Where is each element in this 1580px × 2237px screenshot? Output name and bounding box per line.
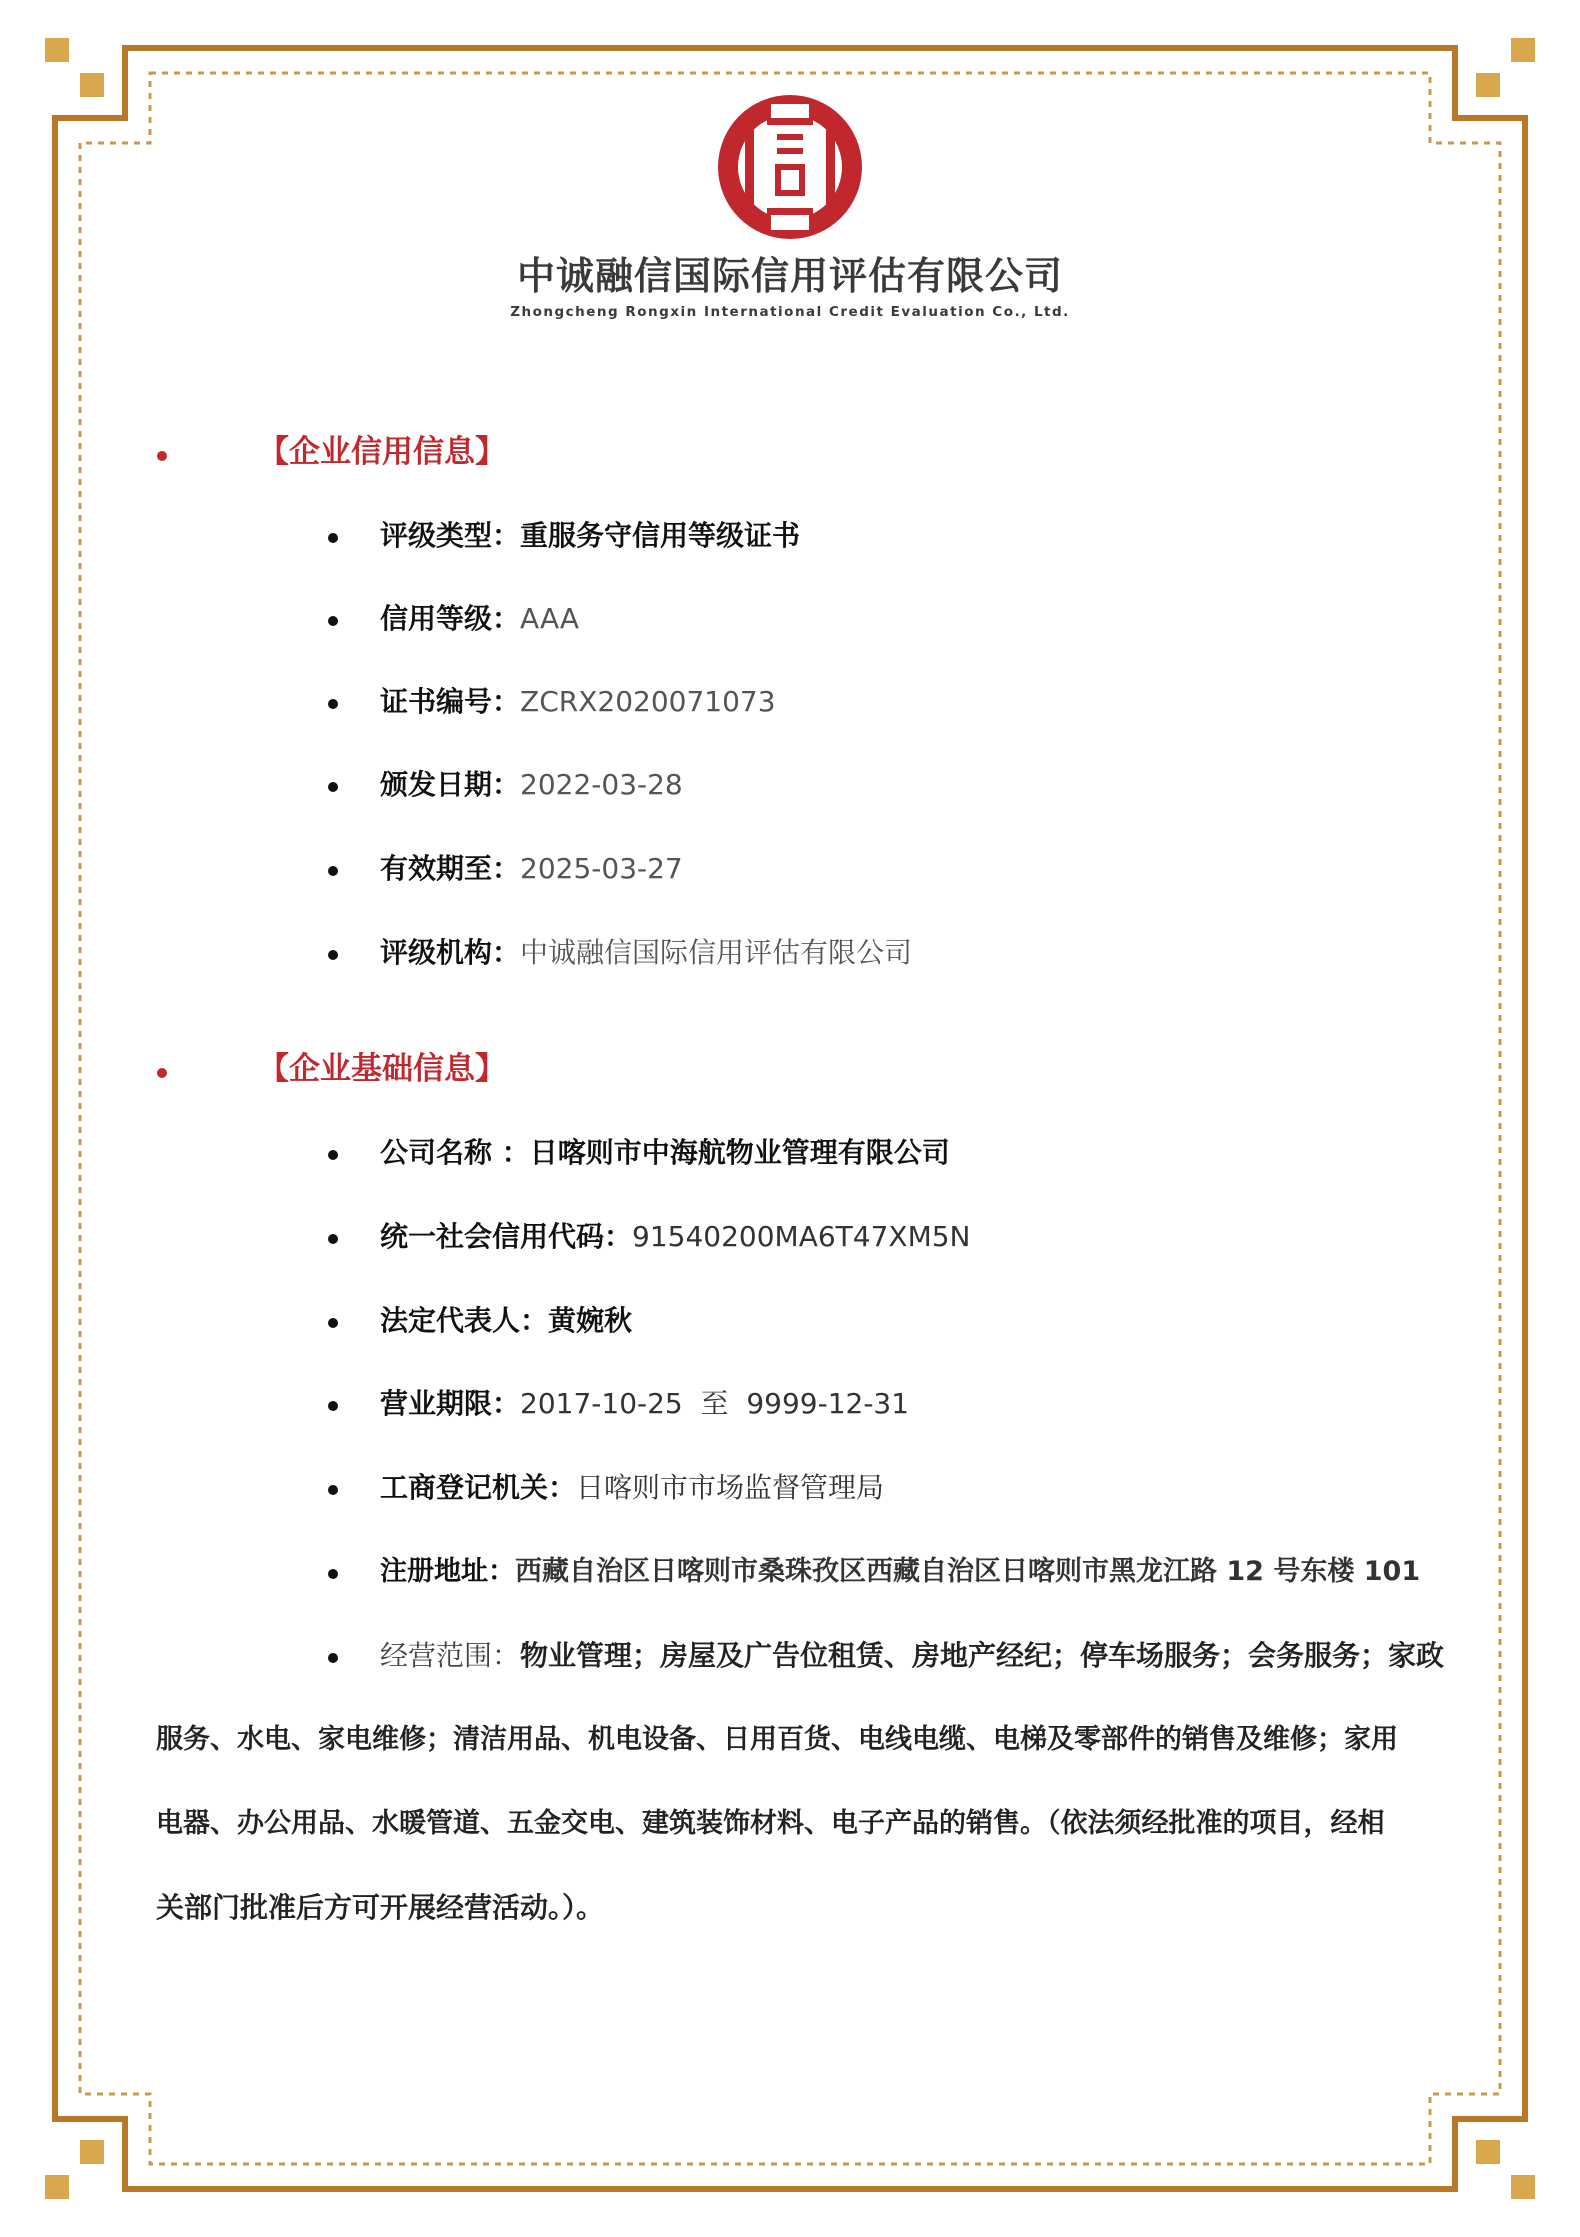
item-value: 2017-10-25 至 9999-12-31	[520, 1387, 910, 1420]
item-value: 西藏自治区日喀则市桑珠孜区西藏自治区日喀则市黑龙江路 12 号东楼 101	[515, 1556, 1421, 1587]
item-label: 经营范围：	[380, 1639, 521, 1672]
business-scope-line: 电器、办公用品、水暖管道、五金交电、建筑装饰材料、电子产品的销售。（依法须经批准的项目，经相	[156, 1808, 1385, 1839]
list-bullet	[328, 1569, 338, 1579]
logo-company-name-en: Zhongcheng Rongxin International Credit Evaluation Co., Ltd.	[510, 303, 1070, 320]
item-value: 黄婉秋	[548, 1304, 633, 1337]
list-bullet	[328, 1485, 338, 1495]
list-bullet	[328, 866, 338, 876]
credit-section-title: 【企业信用信息】	[258, 434, 506, 470]
basic-item-legal-representative	[380, 1301, 632, 1341]
item-label: 证书编号：	[380, 685, 521, 718]
basic-item-credit-code	[380, 1217, 971, 1257]
item-value: 91540200MA6T47XM5N	[632, 1220, 971, 1253]
list-bullet	[328, 1401, 338, 1411]
list-bullet	[328, 1234, 338, 1244]
business-scope-first-line	[380, 1636, 1444, 1676]
credit-item-rating-agency	[380, 933, 912, 973]
section-bullet	[157, 451, 167, 461]
business-scope-line: 服务、水电、家电维修；清洁用品、机电设备、日用百货、电线电缆、电梯及零部件的销售及维修；家用	[156, 1724, 1398, 1755]
credit-item-certificate-number	[380, 682, 776, 722]
item-label: 评级机构：	[380, 936, 521, 969]
item-value: 重服务守信用等级证书	[520, 519, 801, 552]
list-bullet	[328, 950, 338, 960]
credit-item-rating-type	[380, 516, 800, 556]
credit-item-issue-date	[380, 765, 683, 805]
basic-item-business-term	[380, 1384, 909, 1424]
business-scope-line: 关部门批准后方可开展经营活动。）。	[156, 1891, 605, 1924]
list-bullet	[328, 782, 338, 792]
list-bullet	[328, 1318, 338, 1328]
logo-company-name-cn: 中诚融信国际信用评估有限公司	[516, 254, 1063, 298]
item-label: 评级类型：	[380, 519, 521, 552]
basic-section-title: 【企业基础信息】	[258, 1051, 506, 1087]
item-label: 颁发日期：	[380, 768, 521, 801]
list-bullet	[328, 533, 338, 543]
item-value: 2025-03-27	[520, 852, 683, 885]
item-value: AAA	[520, 602, 580, 635]
item-label: 信用等级：	[380, 602, 521, 635]
item-value: ZCRX2020071073	[520, 685, 776, 718]
item-label: 统一社会信用代码：	[380, 1220, 633, 1253]
seal-icon	[715, 92, 865, 242]
basic-item-company-name	[380, 1133, 950, 1173]
list-bullet	[328, 1150, 338, 1160]
item-value: 2022-03-28	[520, 768, 683, 801]
item-label: 法定代表人：	[380, 1304, 549, 1337]
list-bullet	[328, 616, 338, 626]
item-value: 日喀则市市场监督管理局	[576, 1471, 885, 1504]
item-label: 营业期限：	[380, 1387, 521, 1420]
item-label: 公司名称 ：	[380, 1136, 530, 1169]
credit-item-valid-until	[380, 849, 683, 889]
item-label: 有效期至：	[380, 852, 521, 885]
company-logo	[0, 92, 1580, 320]
item-value: 中诚融信国际信用评估有限公司	[520, 936, 913, 969]
item-value: 日喀则市中海航物业管理有限公司	[529, 1136, 950, 1169]
item-label: 工商登记机关：	[380, 1471, 577, 1504]
credit-item-credit-level	[380, 599, 579, 639]
section-bullet	[157, 1068, 167, 1078]
basic-item-registration-authority	[380, 1468, 884, 1508]
list-bullet	[328, 699, 338, 709]
item-label: 注册地址：	[380, 1556, 515, 1587]
basic-item-registered-address	[380, 1552, 1420, 1592]
list-bullet	[328, 1653, 338, 1663]
item-value: 物业管理；房屋及广告位租赁、房地产经纪；停车场服务；会务服务；家政	[520, 1639, 1445, 1672]
